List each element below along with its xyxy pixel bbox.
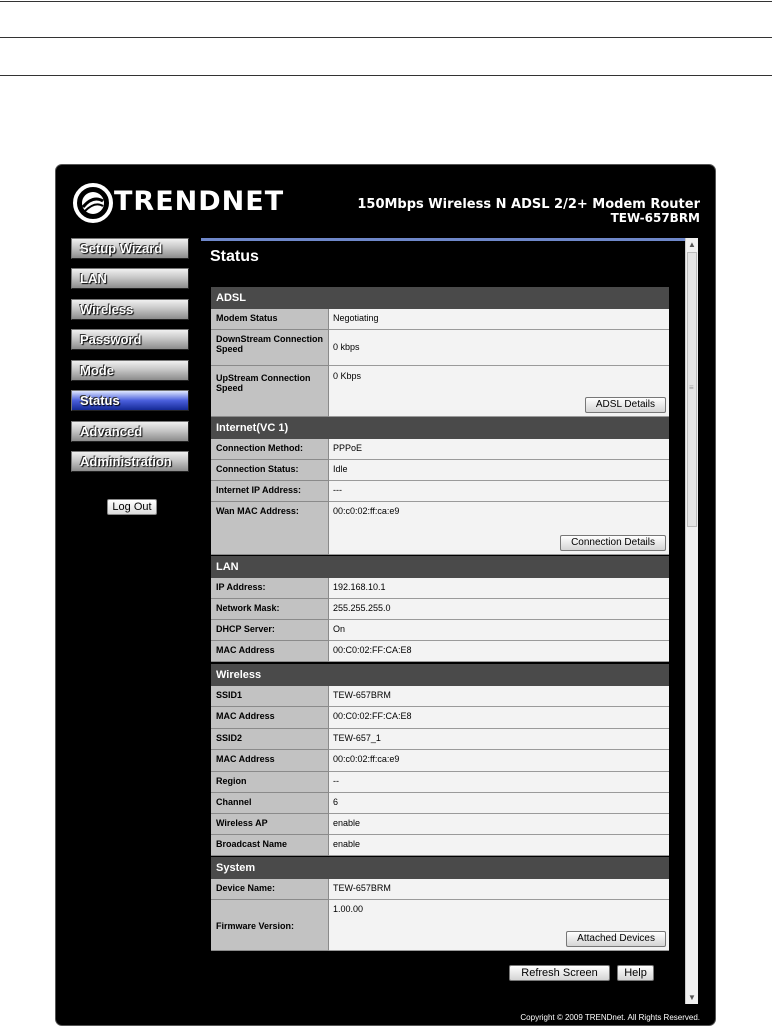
product-model: TEW-657BRM: [610, 211, 700, 225]
table-row: [211, 729, 669, 750]
top-rule-2: [0, 37, 772, 38]
table-row: [211, 641, 669, 662]
logout-button[interactable]: Log Out: [107, 499, 157, 515]
row-value: enable: [329, 835, 669, 856]
row-label: Device Name:: [211, 879, 329, 900]
brand-logo-text: TRENDNET: [114, 186, 285, 217]
row-value: 0 Kbps: [333, 371, 362, 381]
table-row: [211, 439, 669, 460]
row-value: TEW-657BRM: [329, 686, 669, 707]
row-value: 192.168.10.1: [329, 578, 669, 599]
nav-lan[interactable]: LAN: [71, 268, 189, 289]
row-value: 0 kbps: [329, 330, 669, 366]
scroll-down-arrow-icon[interactable]: ▼: [688, 993, 696, 1002]
row-value-cell: [329, 900, 669, 951]
nav-setup-wizard[interactable]: Setup Wizard: [71, 238, 189, 259]
section-header-wireless: Wireless: [211, 664, 669, 686]
table-row: [211, 814, 669, 835]
row-label: DHCP Server:: [211, 620, 329, 641]
table-row: [211, 620, 669, 641]
nav-password[interactable]: Password: [71, 329, 189, 350]
scroll-thumb[interactable]: [687, 252, 697, 527]
top-rule-3: [0, 75, 772, 76]
adsl-details-button[interactable]: ADSL Details: [585, 397, 666, 413]
table-row: [211, 330, 669, 366]
row-value: TEW-657_1: [329, 729, 669, 750]
table-row: [211, 481, 669, 502]
row-value: Idle: [329, 460, 669, 481]
table-row: [211, 707, 669, 729]
row-label: DownStream Connection Speed: [211, 330, 329, 366]
row-label: Region: [211, 772, 329, 793]
table-row: [211, 750, 669, 772]
row-label: SSID2: [211, 729, 329, 750]
top-rule-1: [0, 1, 772, 2]
row-label: Modem Status: [211, 309, 329, 330]
refresh-screen-button[interactable]: Refresh Screen: [509, 965, 610, 981]
table-row: [211, 599, 669, 620]
table-row: [211, 900, 669, 951]
table-row: [211, 835, 669, 856]
nav-advanced[interactable]: Advanced: [71, 421, 189, 442]
row-label: Connection Method:: [211, 439, 329, 460]
product-title: 150Mbps Wireless N ADSL 2/2+ Modem Router: [357, 197, 700, 212]
table-row: [211, 366, 669, 417]
row-value: enable: [329, 814, 669, 835]
row-value: On: [329, 620, 669, 641]
table-row: [211, 772, 669, 793]
connection-details-button[interactable]: Connection Details: [560, 535, 666, 551]
page-title: Status: [210, 248, 259, 265]
row-value: 6: [329, 793, 669, 814]
section-header-system: System: [211, 857, 669, 879]
table-row: [211, 460, 669, 481]
attached-devices-button[interactable]: Attached Devices: [566, 931, 666, 947]
row-value-cell: [329, 366, 669, 417]
row-value: 00:C0:02:FF:CA:E8: [329, 707, 669, 729]
section-header-internet: Internet(VC 1): [211, 417, 669, 439]
row-value: ---: [329, 481, 669, 502]
table-row: [211, 686, 669, 707]
nav-status[interactable]: Status: [71, 390, 189, 411]
row-label: Connection Status:: [211, 460, 329, 481]
row-value: PPPoE: [329, 439, 669, 460]
row-label: Channel: [211, 793, 329, 814]
row-label: MAC Address: [211, 707, 329, 729]
table-row: [211, 578, 669, 599]
row-label: Firmware Version:: [211, 900, 329, 951]
section-header-adsl: ADSL: [211, 287, 669, 309]
row-value: 1.00.00: [333, 904, 364, 914]
row-label: MAC Address: [211, 750, 329, 772]
table-row: [211, 879, 669, 900]
scroll-up-arrow-icon[interactable]: ▲: [688, 240, 696, 249]
nav-administration[interactable]: Administration: [71, 451, 189, 472]
scroll-grip-icon: ≡: [689, 383, 694, 392]
nav-mode[interactable]: Mode: [71, 360, 189, 381]
row-value-cell: [329, 502, 669, 555]
row-value: Negotiating: [329, 309, 669, 330]
help-button[interactable]: Help: [617, 965, 654, 981]
row-label: IP Address:: [211, 578, 329, 599]
row-label: UpStream Connection Speed: [211, 366, 329, 417]
row-label: Network Mask:: [211, 599, 329, 620]
row-label: MAC Address: [211, 641, 329, 662]
row-value: TEW-657BRM: [329, 879, 669, 900]
row-value: 00:C0:02:FF:CA:E8: [329, 641, 669, 662]
row-value: --: [329, 772, 669, 793]
table-row: [211, 793, 669, 814]
row-label: Broadcast Name: [211, 835, 329, 856]
section-header-lan: LAN: [211, 556, 669, 578]
nav-wireless[interactable]: Wireless: [71, 299, 189, 320]
row-label: SSID1: [211, 686, 329, 707]
row-value: 00:c0:02:ff:ca:e9: [333, 506, 400, 516]
row-label: Wan MAC Address:: [211, 502, 329, 555]
panel-scrollbar[interactable]: [685, 238, 698, 1004]
row-value: 255.255.255.0: [329, 599, 669, 620]
copyright-text: Copyright © 2009 TRENDnet. All Rights Reserved.: [520, 1013, 700, 1022]
row-label: Internet IP Address:: [211, 481, 329, 502]
table-row: [211, 309, 669, 330]
row-value: 00:c0:02:ff:ca:e9: [329, 750, 669, 772]
table-row: [211, 502, 669, 555]
row-label: Wireless AP: [211, 814, 329, 835]
